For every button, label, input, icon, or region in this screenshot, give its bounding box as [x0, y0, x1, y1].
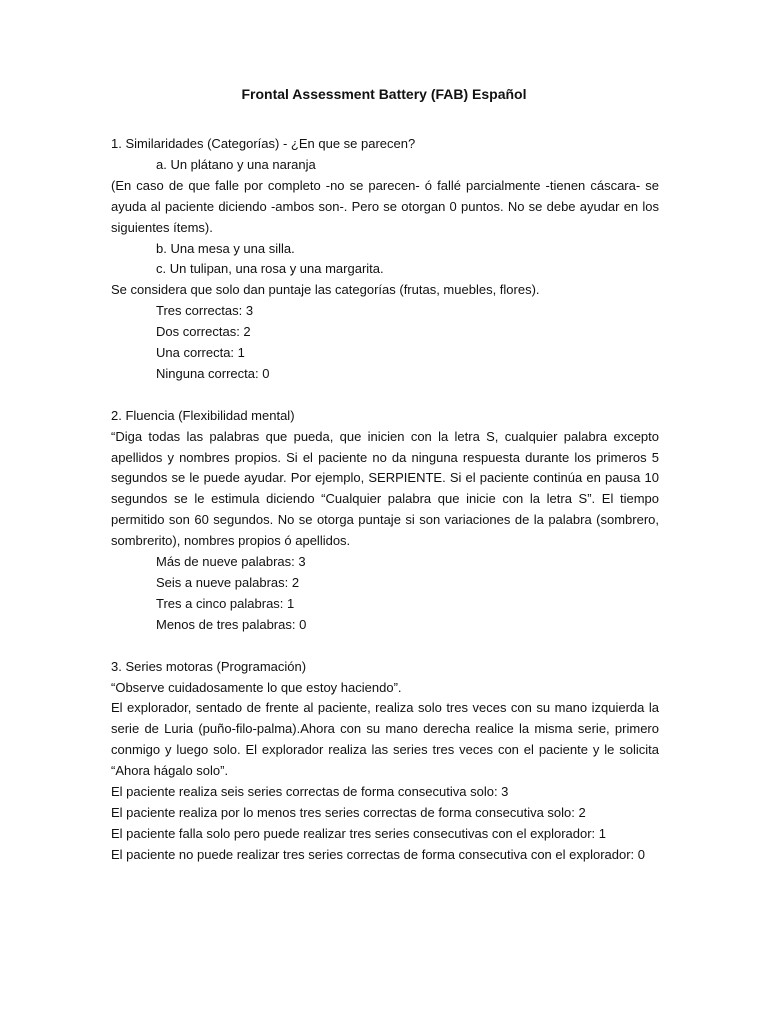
- list-item: b. Una mesa y una silla.: [156, 240, 295, 256]
- page-title: Frontal Assessment Battery (FAB) Español: [241, 86, 527, 102]
- score-line: Una correcta: 1: [156, 345, 245, 361]
- scoring-note: Se considera que solo dan puntaje las categorías (frutas, muebles, flores).: [111, 282, 540, 298]
- score-line: El paciente falla solo pero puede realizar tres series consecutivas con el explorador: 1: [111, 825, 606, 841]
- section-heading: 3. Series motoras (Programación): [111, 658, 307, 674]
- document-body: [111, 134, 659, 866]
- section-series-motoras: [111, 657, 659, 866]
- section-heading: 1. Similaridades (Categorías) - ¿En que se parecen?: [111, 136, 416, 151]
- score-line: El paciente realiza por lo menos tres series correctas de forma consecutiva solo: 2: [111, 804, 586, 820]
- score-line: Más de nueve palabras: 3: [156, 554, 306, 570]
- section-instructions: “Diga todas las palabras que pueda, que inicien con la letra S, cualquier palabra excepto apellidos y nombres propios. Si el paciente no da ninguna respuesta durante los primeros 5 segundos se le puede ayudar. Por ejemplo, SERPIENTE. Si el paciente continúa en pausa 10 segundos se le estimula diciendo “Cualquier palabra que inicie con la letra S”. El tiempo permitido son 60 segundos. No se otorga puntaje si son variaciones de la palabra (sombrero, sombrerito), nombres propios ó apellidos.: [111, 428, 659, 549]
- section-instructions: El explorador, sentado de frente al paciente, realiza solo tres veces con su mano izquierda la serie de Luria (puño-filo-palma).Ahora con su mano derecha realice la misma serie, primero conmigo y luego solo. El explorador realiza las series tres veces con el paciente y le solicita “Ahora hágalo solo”.: [111, 700, 659, 779]
- section-quote: “Observe cuidadosamente lo que estoy haciendo”.: [111, 679, 402, 695]
- section-spacer: [111, 636, 659, 657]
- score-line: Seis a nueve palabras: 2: [156, 575, 300, 591]
- list-item: a. Un plátano y una naranja: [156, 156, 316, 172]
- section-spacer: [111, 385, 659, 406]
- score-line: El paciente realiza seis series correctas de forma consecutiva solo: 3: [111, 784, 509, 800]
- score-line: Menos de tres palabras: 0: [156, 616, 307, 632]
- section-fluencia: [111, 406, 659, 636]
- score-line: Ninguna correcta: 0: [156, 365, 270, 381]
- section-similaridades: [111, 134, 659, 385]
- score-line: Dos correctas: 2: [156, 324, 251, 340]
- score-line: Tres correctas: 3: [156, 303, 254, 319]
- list-item: c. Un tulipan, una rosa y una margarita.: [156, 261, 384, 277]
- section-heading: 2. Fluencia (Flexibilidad mental): [111, 407, 295, 423]
- help-note: (En caso de que falle por completo -no se parecen- ó fallé parcialmente -tienen cáscara- se ayuda al paciente diciendo -ambos son-. Pero se otorgan 0 puntos. No se debe ayudar en los siguientes ítems).: [111, 177, 659, 235]
- score-line: El paciente no puede realizar tres series correctas de forma consecutiva con el explorador: 0: [111, 846, 646, 862]
- score-line: Tres a cinco palabras: 1: [156, 595, 295, 611]
